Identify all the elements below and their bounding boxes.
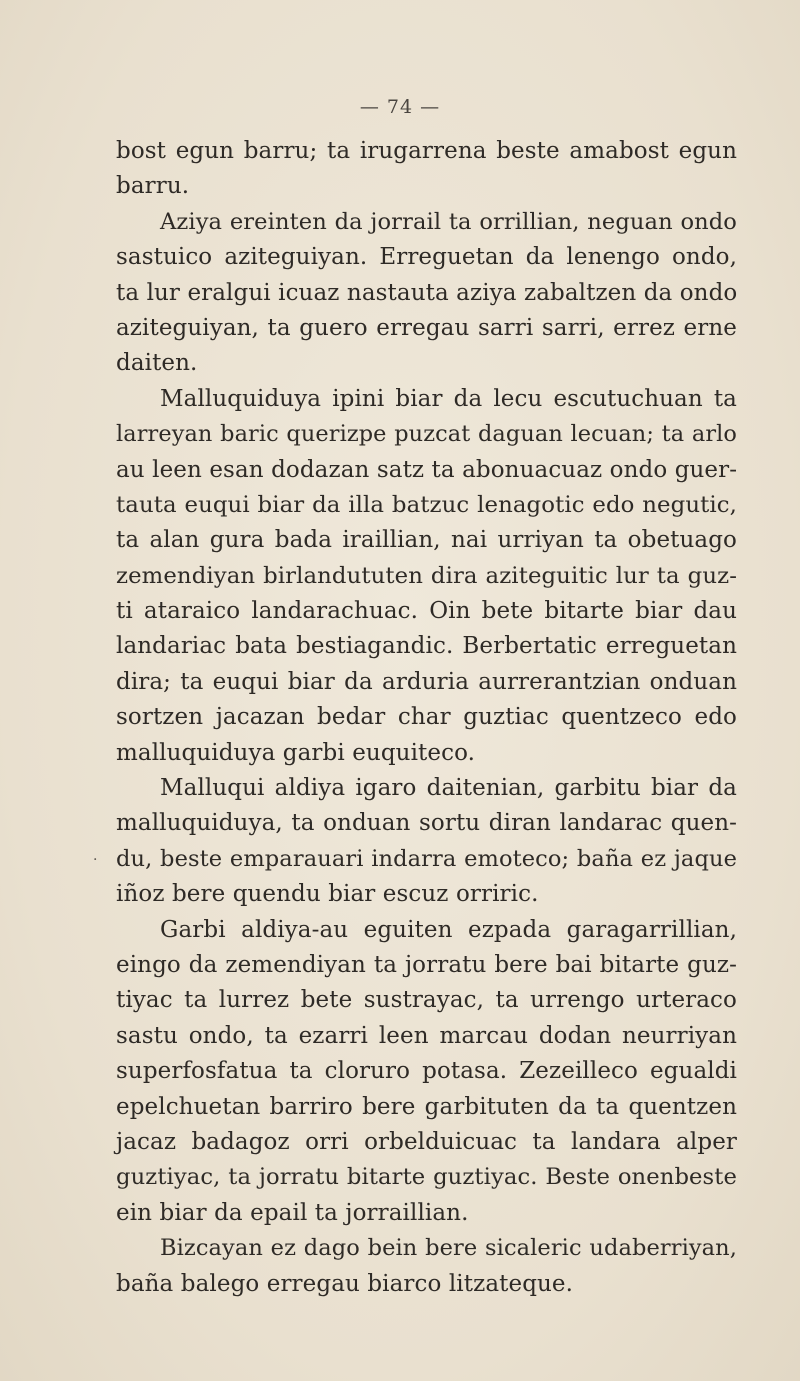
text-line: ti ataraico landarachuac. Oin bete bitarte biar dau [116,598,737,625]
text-line: larreyan baric querizpe puzcat daguan lecuan; ta arlo [116,421,737,448]
text-line: Malluqui aldiya igaro daitenian, garbitu biar da [160,775,737,802]
text-line: jacaz badagoz orri orbelduicuac ta landara alper [116,1128,737,1155]
text-line: baña balego erregau biarco litzateque. [116,1270,574,1297]
text-line: malluquiduya, ta onduan sortu diran landarac quen- [116,810,737,837]
text-line: Bizcayan ez dago bein bere sicaleric udaberriyan, [160,1235,737,1262]
text-line: sastuico aziteguiyan. Erreguetan da lenengo ondo, [116,244,737,271]
margin-dot-mark: · [93,852,98,868]
text-line: sastu ondo, ta ezarri leen marcau dodan neurriyan [116,1022,737,1049]
text-line: tiyac ta lurrez bete sustrayac, ta urrengo urteraco [116,987,737,1014]
text-line: Garbi aldiya-au eguiten ezpada garagarrillian, [160,916,737,943]
body-text [116,134,737,1302]
text-line: ein biar da epail ta jorraillian. [116,1199,469,1226]
text-line: barru. [116,173,190,200]
text-line: du, beste emparauari indarra emoteco; baña ez jaque [116,845,737,872]
text-line: Malluquiduya ipini biar da lecu escutuchuan ta [160,385,737,412]
text-line: epelchuetan barriro bere garbituten da ta quentzen [116,1093,737,1120]
text-line: superfosfatua ta cloruro potasa. Zezeilleco egualdi [116,1058,737,1085]
text-line: Aziya ereinten da jorrail ta orrillian, neguan ondo [160,208,737,235]
text-line: landariac bata bestiagandic. Berbertatic erreguetan [116,633,737,660]
page-number: — 74 — [359,96,441,118]
text-line: aziteguiyan, ta guero erregau sarri sarri, errez erne [116,314,737,341]
text-line: sortzen jacazan bedar char guztiac quentzeco edo [116,704,737,731]
text-line: iñoz bere quendu biar escuz orriric. [116,881,539,908]
text-line: daiten. [116,350,198,377]
text-line: au leen esan dodazan satz ta abonuacuaz ondo guer- [116,456,738,483]
text-line: ta alan gura bada iraillian, nai urriyan ta obetuago [116,527,737,554]
text-line: bost egun barru; ta irugarrena beste amabost egun [116,138,737,164]
text-line: tauta euqui biar da illa batzuc lenagotic edo negutic, [116,491,737,518]
text-line: eingo da zemendiyan ta jorratu bere bai bitarte guz- [116,951,737,978]
text-line: dira; ta euqui biar da arduria aurrerantzian onduan [116,668,737,695]
text-line: zemendiyan birlandututen dira aziteguitic lur ta guz- [116,562,737,589]
text-line: guztiyac, ta jorratu bitarte guztiyac. Beste onenbeste [116,1164,737,1191]
text-line: ta lur eralgui icuaz nastauta aziya zabaltzen da ondo [116,279,738,306]
text-line: malluquiduya garbi euquiteco. [116,739,476,766]
